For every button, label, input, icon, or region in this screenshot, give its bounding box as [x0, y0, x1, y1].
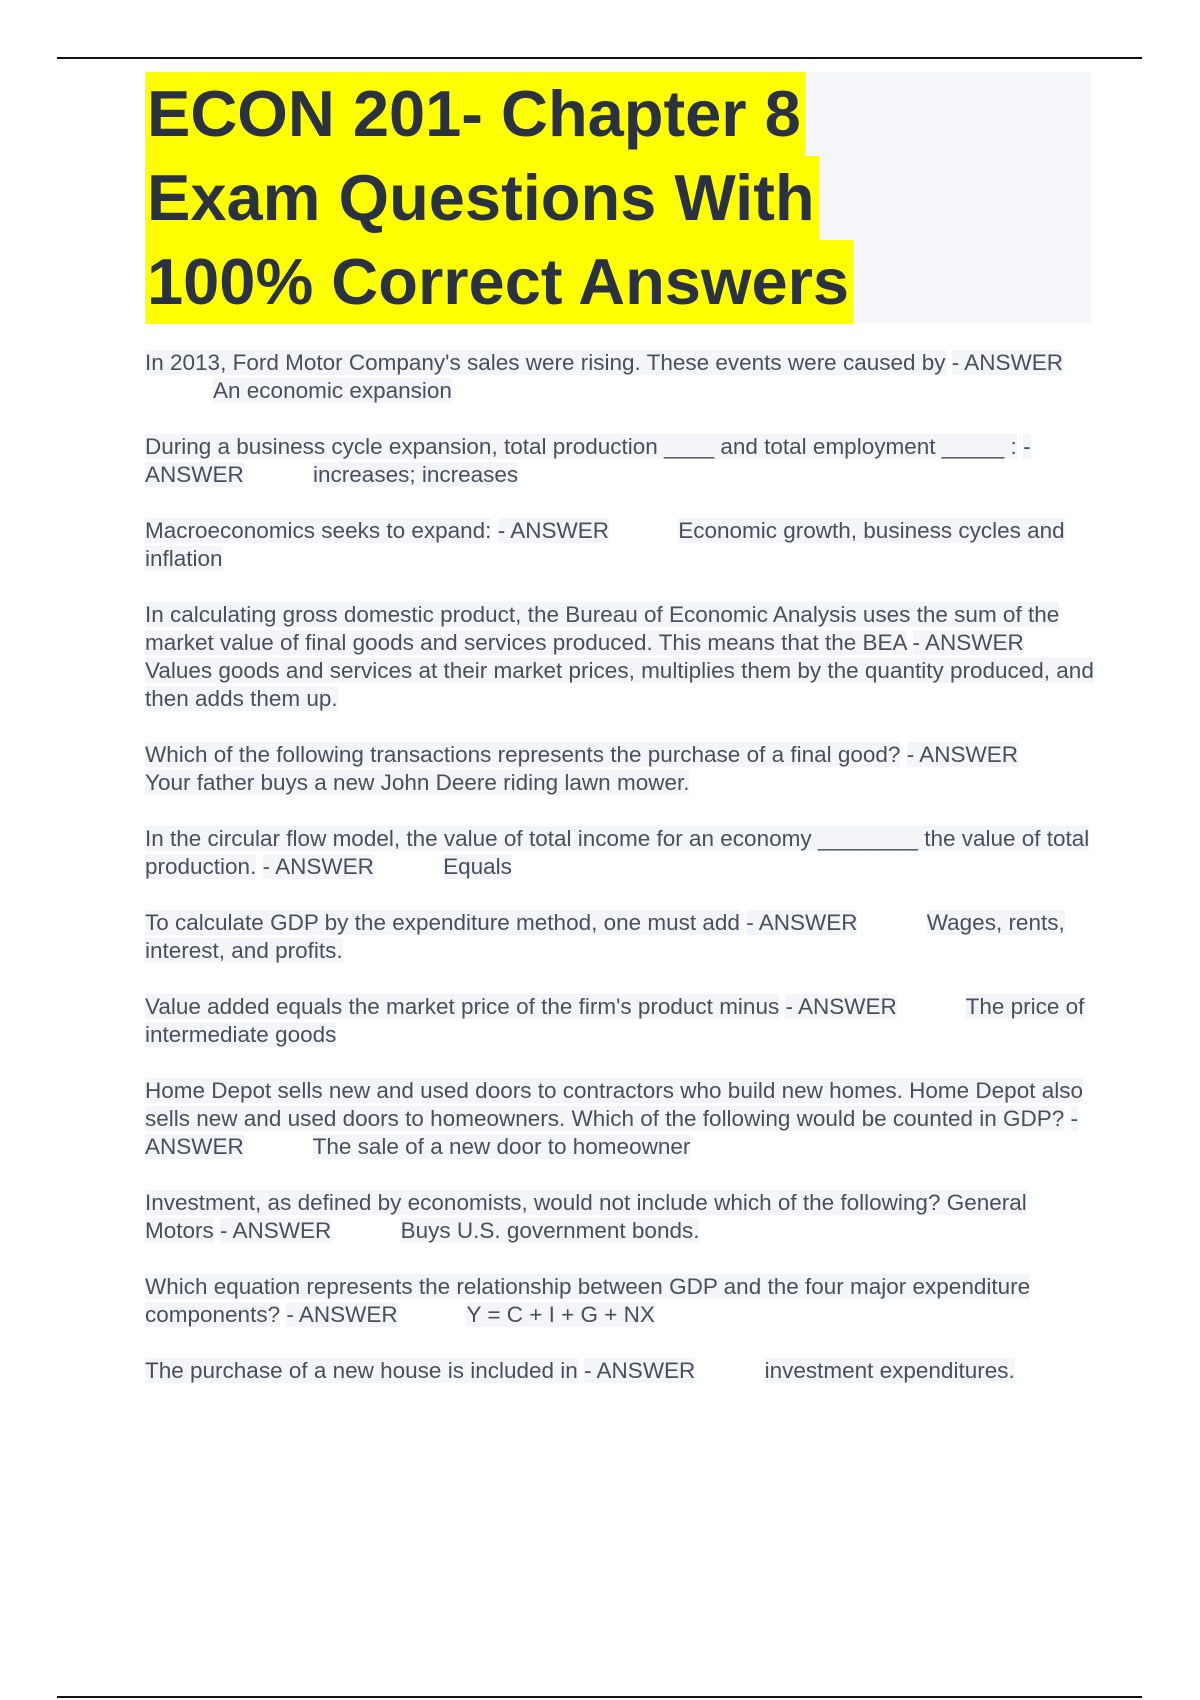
answer-text: The sale of a new door to homeowner	[312, 1134, 691, 1159]
question-text: Which equation represents the relationship between GDP and the four major expenditure components?	[145, 1274, 1031, 1327]
qa-item	[145, 517, 1095, 573]
bottom-rule	[57, 1696, 1142, 1698]
answer-text: Y = C + I + G + NX	[466, 1302, 655, 1327]
answer-separator: - ANSWER	[746, 910, 858, 935]
document-title-line-2: Exam Questions With	[145, 156, 819, 240]
answer-text: Economic growth, business cycles and inflation	[145, 518, 1065, 571]
qa-item	[145, 1357, 1095, 1385]
question-text: In calculating gross domestic product, the Bureau of Economic Analysis uses the sum of the market value of final goods and services produced. This means that the BEA	[145, 602, 1060, 655]
answer-separator: - ANSWER	[497, 518, 609, 543]
question-text: The purchase of a new house is included in	[145, 1358, 578, 1383]
answer-text: increases; increases	[313, 462, 519, 487]
question-text: To calculate GDP by the expenditure method, one must add	[145, 910, 740, 935]
question-text: Value added equals the market price of the firm's product minus	[145, 994, 780, 1019]
question-text: Investment, as defined by economists, would not include which of the following? General Motors	[145, 1190, 1027, 1243]
qa-item	[145, 349, 1095, 405]
qa-item	[145, 741, 1095, 797]
document-title-line-3: 100% Correct Answers	[145, 240, 853, 324]
question-answer-list	[145, 349, 1095, 1413]
qa-item	[145, 993, 1095, 1049]
answer-text: Your father buys a new John Deere riding lawn mower.	[145, 770, 690, 795]
question-text: Macroeconomics seeks to expand:	[145, 518, 492, 543]
answer-separator: - ANSWER	[286, 1302, 398, 1327]
answer-text: Buys U.S. government bonds.	[400, 1218, 700, 1243]
answer-separator: - ANSWER	[145, 434, 1031, 487]
answer-text: An economic expansion	[213, 378, 452, 403]
question-text: In 2013, Ford Motor Company's sales were rising. These events were caused by	[145, 350, 946, 375]
question-text: Home Depot sells new and used doors to contractors who build new homes. Home Depot also sells new and used doors to homeowners. Which of the following would be counted in GDP?	[145, 1078, 1083, 1131]
answer-separator: - ANSWER	[785, 994, 897, 1019]
answer-text: investment expenditures.	[764, 1358, 1015, 1383]
question-text: Which of the following transactions represents the purchase of a final good?	[145, 742, 901, 767]
qa-item	[145, 433, 1095, 489]
question-text: During a business cycle expansion, total production ____ and total employment _____ :	[145, 434, 1017, 459]
answer-separator: - ANSWER	[220, 1218, 332, 1243]
answer-separator: - ANSWER	[912, 630, 1024, 655]
qa-item	[145, 601, 1095, 713]
qa-item	[145, 1189, 1095, 1245]
question-text: In the circular flow model, the value of total income for an economy ________ the value of total production.	[145, 826, 1090, 879]
answer-separator: - ANSWER	[262, 854, 374, 879]
top-rule	[57, 57, 1142, 59]
answer-text: Values goods and services at their market prices, multiplies them by the quantity produced, and then adds them up.	[145, 658, 1094, 711]
answer-separator: - ANSWER	[906, 742, 1018, 767]
answer-text: Equals	[443, 854, 512, 879]
document-title-line-1: ECON 201- Chapter 8	[145, 72, 805, 156]
answer-separator: - ANSWER	[951, 350, 1064, 375]
answer-separator: - ANSWER	[584, 1358, 696, 1383]
answer-text: The price of intermediate goods	[145, 994, 1085, 1047]
qa-item	[145, 825, 1095, 881]
qa-item	[145, 909, 1095, 965]
qa-item	[145, 1077, 1095, 1161]
answer-text: Wages, rents, interest, and profits.	[145, 910, 1065, 963]
answer-separator: - ANSWER	[145, 1106, 1079, 1159]
qa-item	[145, 1273, 1095, 1329]
